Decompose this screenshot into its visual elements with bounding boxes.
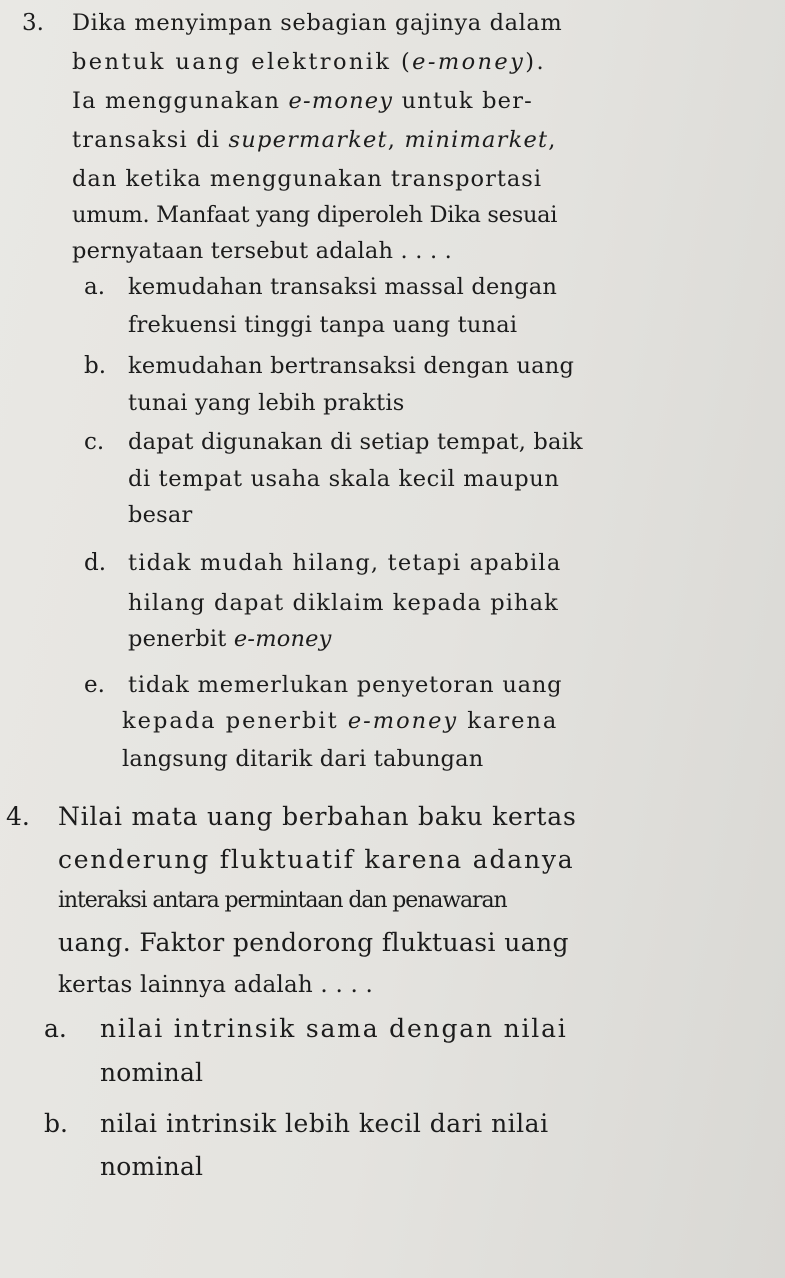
question-stem-line: pernyataan tersebut adalah . . . . xyxy=(72,238,453,264)
question-stem-line: transaksi di supermarket, minimarket, xyxy=(72,127,557,153)
question-stem-line: kertas lainnya adalah . . . . xyxy=(58,972,373,998)
question-stem-line: dan ketika menggunakan transportasi xyxy=(72,166,543,192)
option-letter-b: b. xyxy=(84,353,107,379)
option-d-line: tidak mudah hilang, tetapi apabila xyxy=(128,550,562,576)
question-stem-line: cenderung fluktuatif karena adanya xyxy=(58,845,575,874)
option-a-line: kemudahan transaksi massal dengan xyxy=(128,274,558,300)
option-a-line: nilai intrinsik sama dengan nilai xyxy=(100,1014,568,1043)
option-e-line: kepada penerbit e-money karena xyxy=(122,708,559,734)
option-c-line: di tempat usaha skala kecil maupun xyxy=(128,466,560,492)
option-b-line: tunai yang lebih praktis xyxy=(128,390,405,416)
question-stem-line: uang. Faktor pendorong fluktuasi uang xyxy=(58,928,569,957)
question-number: 4. xyxy=(6,802,30,831)
option-b-line: kemudahan bertransaksi dengan uang xyxy=(128,353,575,379)
question-stem-line: interaksi antara permintaan dan penawaran xyxy=(58,888,507,913)
option-letter-a: a. xyxy=(44,1014,67,1043)
question-stem-line: bentuk uang elektronik (e-money). xyxy=(72,49,546,75)
option-c-line: dapat digunakan di setiap tempat, baik xyxy=(128,429,583,455)
option-letter-a: a. xyxy=(84,274,106,300)
option-e-line: langsung ditarik dari tabungan xyxy=(122,746,484,772)
question-stem-line: Nilai mata uang berbahan baku kertas xyxy=(58,802,577,831)
option-letter-b: b. xyxy=(44,1109,68,1138)
option-e-line: tidak memerlukan penyetoran uang xyxy=(128,672,563,698)
option-letter-e: e. xyxy=(84,672,105,698)
option-letter-d: d. xyxy=(84,550,107,576)
option-b-line: nilai intrinsik lebih kecil dari nilai xyxy=(100,1109,549,1138)
option-d-line: penerbit e-money xyxy=(128,626,332,652)
question-stem-line: umum. Manfaat yang diperoleh Dika sesuai xyxy=(72,202,558,228)
question-number: 3. xyxy=(22,10,44,36)
option-b-line: nominal xyxy=(100,1152,204,1181)
option-c-line: besar xyxy=(128,502,193,528)
option-a-line: frekuensi tinggi tanpa uang tunai xyxy=(128,312,518,338)
question-stem-line: Ia menggunakan e-money untuk ber- xyxy=(72,88,533,114)
option-d-line: hilang dapat diklaim kepada pihak xyxy=(128,590,559,616)
question-stem-line: Dika menyimpan sebagian gajinya dalam xyxy=(72,10,563,36)
option-letter-c: c. xyxy=(84,429,105,455)
option-a-line: nominal xyxy=(100,1058,204,1087)
